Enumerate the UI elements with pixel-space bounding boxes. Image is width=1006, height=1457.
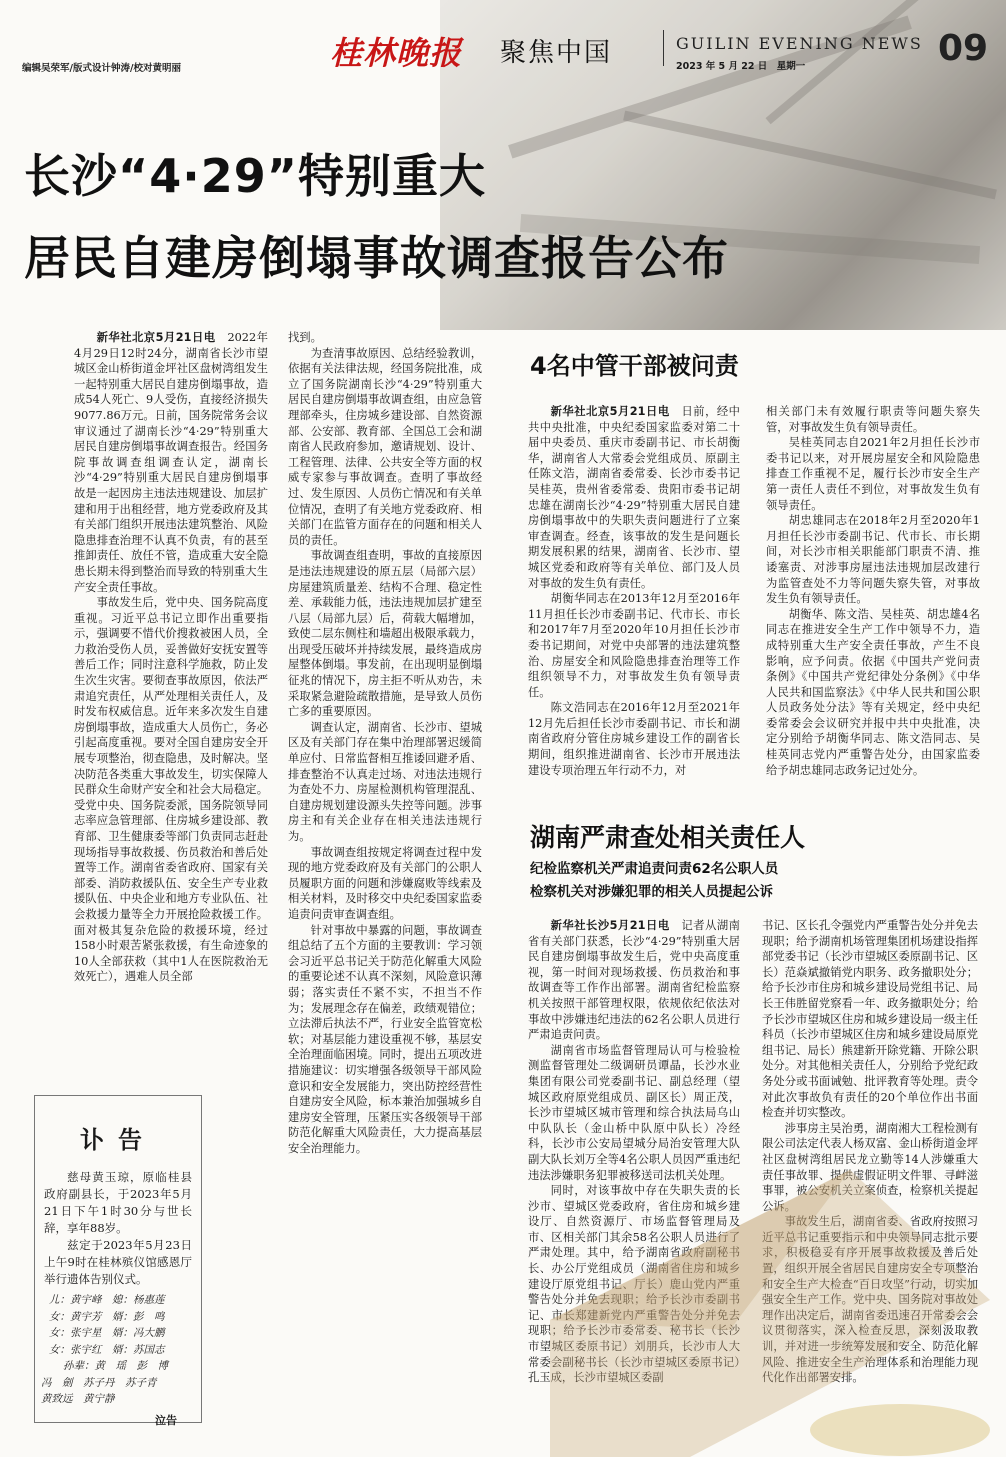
paragraph: 2022年4月29日12时24分，湖南省长沙市望城区金山桥街道金坪社区盘树湾组发生一起特别重大居民自建房倒塌事故，造成54人死亡、9人受伤，直接经济损失9077.86万元。日前，国务院常务会议审议通过了湖南长沙“4·29”特别重大居民自建房倒塌事故调查报告。经国务院事故调查组调查认定，湖南长沙“4·29”特别重大居民自建房倒塌事故是一起因房主违法违规建设、加层扩建和用于出租经营，地方党委政府及其有关部门组织开展违法建筑整治、风险隐患排查治理不认真不负责，有的甚至推卸责任、放任不管，造成重大安全隐患长期未得到整治而导致的特别重大生产安全责任事故。 [74, 331, 268, 594]
paragraph: 胡衡华同志在2013年12月至2016年11月担任长沙市委副书记、代市长、市长和2017年7月至2020年10月担任长沙市委书记期间，对党中央部署的违法建筑整治、房屋安全和风险隐患排查治理等工作组织领导不力，对事故发生负有领导责任。 [528, 592, 740, 699]
paragraph: 事故发生后，党中央、国务院高度重视。习近平总书记立即作出重要指示，强调要不惜代价搜救被困人员，全力救治受伤人员，妥善做好安抚安置等善后工作；同时注意科学施救，防止发生次生灾害。要彻查事故原因，依法严肃追究责任，从严处理相关责任人，及时发布权威信息。近年来多次发生自建房倒塌事故，造成重大人员伤亡，务必引起高度重视。要对全国自建房安全开展专项整治，彻查隐患，及时解决。坚决防范各类重大事故发生，切实保障人民群众生命财产安全和社会大局稳定。受党中央、国务院委派，国务院领导同志率应急管理部、住房城乡建设部、教育部、卫生健康委等部门负责同志赶赴现场指导事故救援、伤员救治和善后处置等工作。湖南省委省政府、国家有关部委、消防救援队伍、安全生产专业救援队伍、中央企业和地方专业队伍、社会救援力量等全力开展抢险救援工作。面对极其复杂危险的救援环境，经过158小时艰苦紧张救援，有生命迹象的10人全部获救（其中1人在医院救治无效死亡），遇难人员全部 [74, 596, 268, 984]
paragraph: 记者从湖南省有关部门获悉，长沙“4·29”特别重大居民自建房倒塌事故发生后，党中央高度重视，第一时间对现场救援、伤员救治和事故调查等工作作出部署。湖南省纪检监察机关按照干部管理权限，依规依纪依法对事故中涉嫌违纪违法的62名公职人员进行严肃追责问责。 [528, 919, 740, 1042]
obituary-signature: 泣告 [155, 1413, 177, 1427]
family-line: 孙辈：黄 瑶 彭 博 [63, 1360, 168, 1372]
article3-dateline: 新华社长沙5月21日电 [550, 919, 670, 932]
newspaper-logo: 桂林晚报 [330, 34, 463, 72]
paragraph: 调查认定，湖南省、长沙市、望城区及有关部门存在集中治理部署迟缓简单应付、日常监督相互推诿回避矛盾、排查整治不认真走过场、对违法违规行为查处不力、房屋检测机构管理混乱、自建房规划建设源头失控等问题。涉事房主和有关企业存在相关违法违规行为。 [288, 720, 482, 843]
paragraph: 事故发生后，湖南省委、省政府按照习近平总书记重要指示和中央领导同志批示要求，积极稳妥有序开展事故救援及善后处置，组织开展全省居民自建房安全专项整治和安全生产大检查“百日攻坚”行动，切实加强安全生产工作。党中央、国务院对事故处理作出决定后，湖南省委迅速召开常委会会议贯彻落实，深入检查反思，深刻汲取教训，并对进一步统筹发展和安全、防范化解风险、推进安全生产治理体系和治理能力现代化作出部署安排。 [762, 1215, 978, 1385]
family-line: 女：张宇红 婿：苏国志 [49, 1343, 165, 1356]
obituary-family-list [35, 1288, 201, 1412]
paragraph: 找到。 [288, 331, 322, 344]
article1-column-1 [74, 330, 268, 985]
article2-dateline: 新华社北京5月21日电 [550, 405, 670, 418]
paragraph: 胡衡华、陈文浩、吴桂英、胡忠雄4名同志在推进安全生产工作中领导不力，造成特别重大生产安全责任事故，产生不良影响，应予问责。依据《中国共产党问责条例》《中国共产党纪律处分条例》《中华人民共和国监察法》《中华人民共和国公职人员政务处分法》等有关规定，经中央纪委常委会会议研究并报中共中央批准，决定分别给予胡衡华同志、陈文浩同志、吴桂英同志党内严重警告处分，由国家监委给予胡忠雄同志政务记过处分。 [766, 607, 980, 777]
article2-column-1 [528, 404, 740, 778]
obituary-box [34, 1095, 202, 1427]
paragraph: 吴桂英同志自2021年2月担任长沙市委书记以来，对开展房屋安全和风险隐患排查工作重视不足，履行长沙市安全生产第一责任人责任不到位，对事故发生负有领导责任。 [766, 436, 980, 512]
paragraph: 胡忠雄同志在2018年2月至2020年1月担任长沙市委副书记、代市长、市长期间，对长沙市相关职能部门职责不清、推诿塞责、对涉事房屋违法违规加层改建行为监管查处不力等问题失察失管，对事故发生负有领导责任。 [766, 514, 980, 606]
family-line: 冯 劍 苏子丹 苏子青 [41, 1376, 157, 1389]
article1-dateline: 新华社北京5月21日电 [96, 331, 216, 344]
family-line: 儿：黄宇峰 媳：杨惠莲 [49, 1294, 165, 1306]
paragraph: 书记、区长孔令强党内严重警告处分并免去现职；给予湖南机场管理集团机场建设指挥部党委书记（长沙市望城区委原副书记、区长）范焱斌撤销党内职务、政务撤职处分；给予长沙市住房和城乡建设局党组书记、局长王伟胜留党察看一年、政务撤职处分；给予长沙市望城区住房和城乡建设局一级主任科员（长沙市望城区住房和城乡建设局原党组书记、局长）熊建新开除党籍、开除公职处分。对其他相关责任人，分别给予党纪政务处分或书面诫勉、批评教育等处理。责令对此次事故负有责任的20个单位作出书面检查并切实整改。 [762, 919, 978, 1120]
obituary-body [35, 1169, 201, 1288]
paragraph: 慈母黄玉琼，原临桂县政府副县长，于2023年5月21日下午1时30分与世长辞，享年88岁。 [44, 1170, 192, 1235]
paragraph: 同时，对该事故中存在失职失责的长沙市、望城区党委政府，省住房和城乡建设厅、自然资源厅、市场监督管理局及市、区相关部门其余58名公职人员进行了严肃处理。其中，给予湖南省政府副秘书长、办公厅党组成员（湖南省住房和城乡建设厅原党组书记、厅长）鹿山党内严重警告处分并免去现职；给予长沙市委副书记、市长郑建新党内严重警告处分并免去现职；给予长沙市委常委、秘书长（长沙市望城区委原书记）刘朋兵，长沙市人大常委会副秘书长（长沙市望城区委原书记）孔玉成，长沙市望城区委副 [528, 1184, 740, 1385]
paragraph: 湖南省市场监督管理局认可与检验检测监督管理处二级调研员谭晶，长沙水业集团有限公司党委副书记、副总经理（望城区政府原党组成员、副区长）周正茂，长沙市望城区城市管理和综合执法局乌山中队队长（金山桥中队原中队长）冷经科，长沙市公安局望城分局治安管理大队副大队长刘万全等4名公职人员因严重违纪违法涉嫌职务犯罪被移送司法机关处理。 [528, 1043, 740, 1182]
masthead-divider [663, 30, 664, 66]
paragraph: 针对事故中暴露的问题，事故调查组总结了五个方面的主要教训：学习领会习近平总书记关于防范化解重大风险的重要论述不认真不深刻，风险意识薄弱；落实责任不紧不实，不担当不作为；发展理念存在偏差，政绩观错位；立法滞后执法不严，行业安全监管宽松软；对基层能力建设重视不够，基层安全治理面临困境。同时，提出五项改进措施建议：切实增强各级领导干部风险意识和安全发展能力，突出防控经营性自建房安全风险，标本兼治加强城乡自建房安全管理，压紧压实各级领导干部防范化解重大风险责任，大力提高基层安全治理能力。 [288, 923, 482, 1155]
english-name: GUILIN EVENING NEWS [676, 34, 923, 53]
paragraph: 事故调查组按规定将调查过程中发现的地方党委政府及有关部门的公职人员履职方面的问题和涉嫌腐败等线索及相关材料，及时移交中央纪委国家监委追责问责审查调查组。 [288, 845, 482, 921]
section-title: 聚焦中国 [500, 38, 613, 68]
page-number: 09 [938, 28, 989, 69]
article3-subtitle-2: 检察机关对涉嫌犯罪的相关人员提起公诉 [530, 884, 773, 900]
headline-line-1: 长沙“4·29”特别重大 [24, 149, 486, 203]
paragraph: 为查清事故原因、总结经验教训，依据有关法律法规，经国务院批准，成立了国务院湖南长沙“4·29”特别重大居民自建房倒塌事故调查组，由应急管理部牵头，住房城乡建设部、自然资源部、公安部、教育部、全国总工会和湖南省人民政府参加，邀请规划、设计、工程管理、法律、公共安全等方面的权威专家参与事故调查。查明了事故经过、发生原因、人员伤亡情况和有关单位情况，查明了有关地方党委政府、相关部门在监管方面存在的问题和相关人员的责任。 [288, 346, 482, 547]
paragraph: 相关部门未有效履行职责等问题失察失管，对事故发生负有领导责任。 [766, 405, 980, 434]
article3-title: 湖南严肃查处相关责任人 [530, 823, 806, 852]
article3-column-1 [528, 918, 740, 1386]
family-line: 女：黄宇芳 婿：彭 鸣 [49, 1310, 165, 1323]
paragraph: 兹定于2023年5月23日上午9时在桂林殡仪馆感恩厅举行遗体告别仪式。 [44, 1238, 192, 1286]
article2-title: 4名中管干部被问责 [530, 352, 739, 380]
issue-date: 2023 年 5 月 22 日 星期一 [676, 61, 806, 72]
family-line: 女：张宇星 婿：冯大鹏 [49, 1327, 165, 1339]
paragraph: 陈文浩同志在2016年12月至2021年12月先后担任长沙市委副书记、市长和湖南省政府分管住房城乡建设工作的副省长期间，组织推进湖南省、长沙市开展违法建设专项治理五年行动不力，对 [528, 701, 740, 777]
obituary-title: 讣告 [80, 1126, 156, 1154]
paragraph: 日前，经中共中央批准，中央纪委国家监委对第二十届中央委员、重庆市委副书记、市长胡衡华，湖南省人大常委会党组成员、原副主任陈文浩，湖南省委常委、长沙市委书记吴桂英，贵州省委常委、贵阳市委书记胡忠雄在湖南长沙“4·29”特别重大居民自建房倒塌事故中的失职失责问题进行了立案审查调查。经查，该事故的发生是问题长期发展积累的结果，湖南省、长沙市、望城区党委和政府等有关单位、部门及人员对事故的发生负有责任。 [528, 405, 740, 590]
article2-column-2 [766, 404, 980, 778]
paragraph: 事故调查组查明，事故的直接原因是违法违规建设的原五层（局部六层）房屋建筑质量差、结构不合理、稳定性差、承载能力低，违法违规加层扩建至八层（局部九层）后，荷载大幅增加，致使二层东侧柱和墙超出极限承载力，出现受压破坏并持续发展，最终造成房屋整体倒塌。事发前，在出现明显倒塌征兆的情况下，房主拒不听从劝告，未采取紧急避险疏散措施，是导致人员伤亡多的重要原因。 [288, 549, 482, 719]
article3-column-2 [762, 918, 978, 1386]
paragraph: 涉事房主吴治勇，湖南湘大工程检测有限公司法定代表人杨双富、金山桥街道金坪社区盘树湾组居民龙立勤等14人涉嫌重大责任事故罪、提供虚假证明文件罪、寻衅滋事罪，被公安机关立案侦查，检察机关提起公诉。 [762, 1121, 978, 1213]
editor-credits: 编辑吴荣军/版式设计钟涛/校对黄明丽 [22, 63, 181, 74]
headline-line-2: 居民自建房倒塌事故调查报告公布 [24, 231, 729, 285]
article3-subtitle-1: 纪检监察机关严肃追责问责62名公职人员 [530, 861, 779, 877]
family-line: 黄致远 黄宁静 [41, 1393, 115, 1405]
article1-column-2 [288, 330, 482, 1156]
